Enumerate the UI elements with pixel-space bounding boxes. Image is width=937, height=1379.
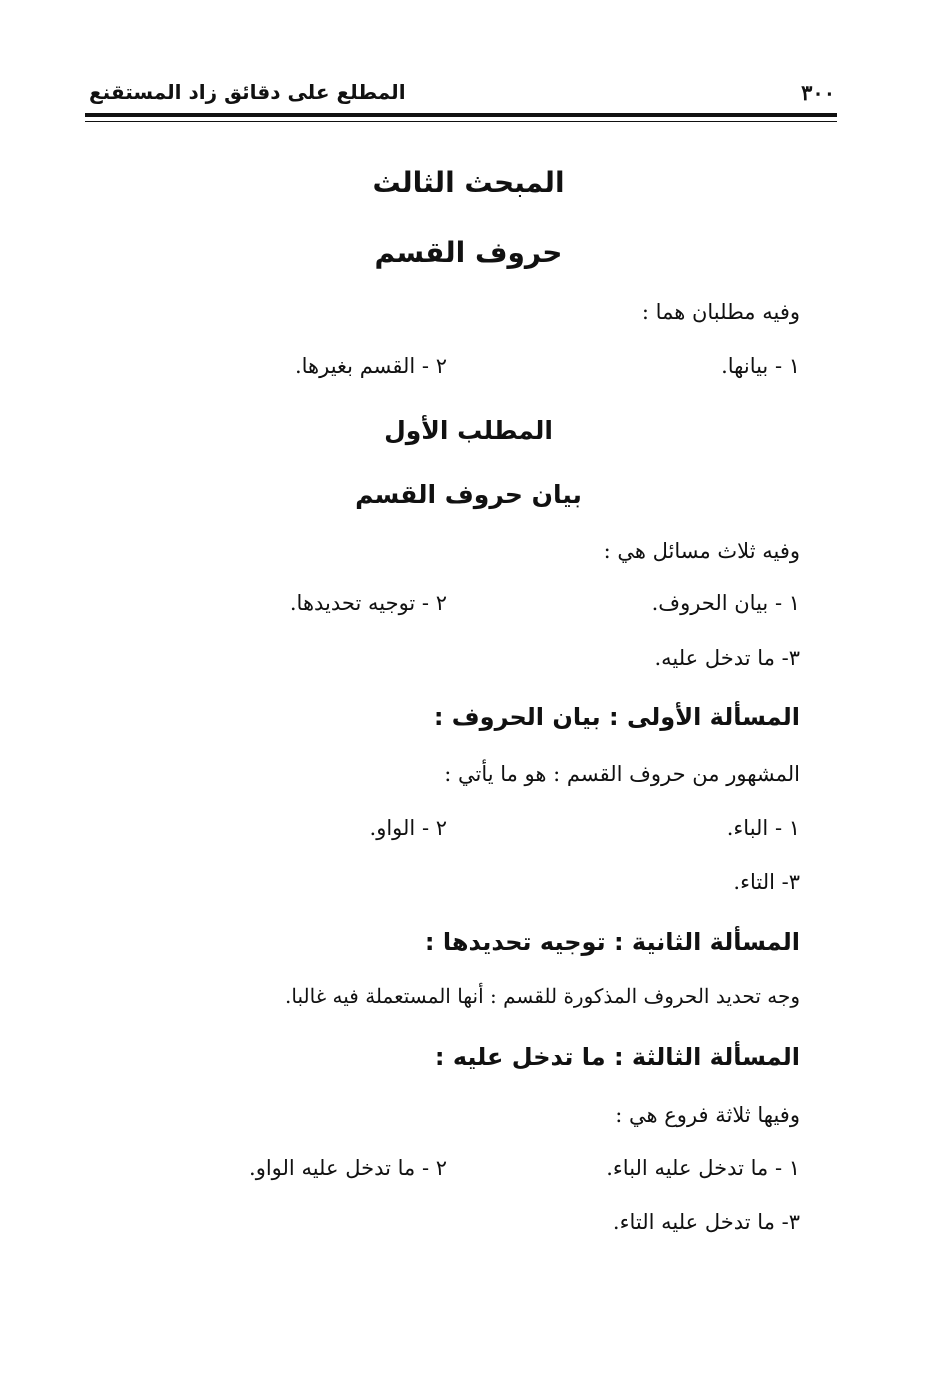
issue-3-item-2: ٢ - ما تدخل عليه الواو. xyxy=(249,1156,447,1180)
issue-1-text: المشهور من حروف القسم : هو ما يأتي : xyxy=(444,762,800,786)
issue-1-item-3: ٣- التاء. xyxy=(733,870,800,894)
issue-1-item-2: ٢ - الواو. xyxy=(369,816,447,840)
section-intro: وفيه مطلبان هما : xyxy=(641,300,800,324)
subsection-item-2: ٢ - توجيه تحديدها. xyxy=(289,591,447,615)
subsection-item-1: ١ - بيان الحروف. xyxy=(651,591,800,615)
header-rule-thick xyxy=(85,113,837,117)
section-item-1: ١ - بيانها. xyxy=(721,354,800,378)
issue-3-heading: المسألة الثالثة : ما تدخل عليه : xyxy=(434,1043,800,1071)
subsection-intro: وفيه ثلاث مسائل هي : xyxy=(603,539,800,563)
issue-3-item-3: ٣- ما تدخل عليه التاء. xyxy=(612,1210,800,1234)
issue-1-item-1: ١ - الباء. xyxy=(726,816,800,840)
header-rule-thin xyxy=(85,121,837,122)
subsection-title: بيان حروف القسم xyxy=(355,480,582,509)
subsection-item-3: ٣- ما تدخل عليه. xyxy=(654,646,800,670)
running-header xyxy=(85,80,837,106)
section-item-2: ٢ - القسم بغيرها. xyxy=(294,354,447,378)
section-heading: المبحث الثالث xyxy=(372,166,565,199)
subsection-heading: المطلب الأول xyxy=(384,416,553,445)
book-title: المطلع على دقائق زاد المستقنع xyxy=(89,80,406,104)
issue-3-text: وفيها ثلاثة فروع هي : xyxy=(615,1103,800,1127)
issue-3-item-1: ١ - ما تدخل عليه الباء. xyxy=(606,1156,800,1180)
section-title: حروف القسم xyxy=(374,236,563,269)
page-number: ٣٠٠ xyxy=(801,80,835,105)
issue-2-text: وجه تحديد الحروف المذكورة للقسم : أنها المستعملة فيه غالبا. xyxy=(285,984,800,1008)
issue-2-heading: المسألة الثانية : توجيه تحديدها : xyxy=(424,928,800,956)
issue-1-heading: المسألة الأولى : بيان الحروف : xyxy=(433,703,800,731)
